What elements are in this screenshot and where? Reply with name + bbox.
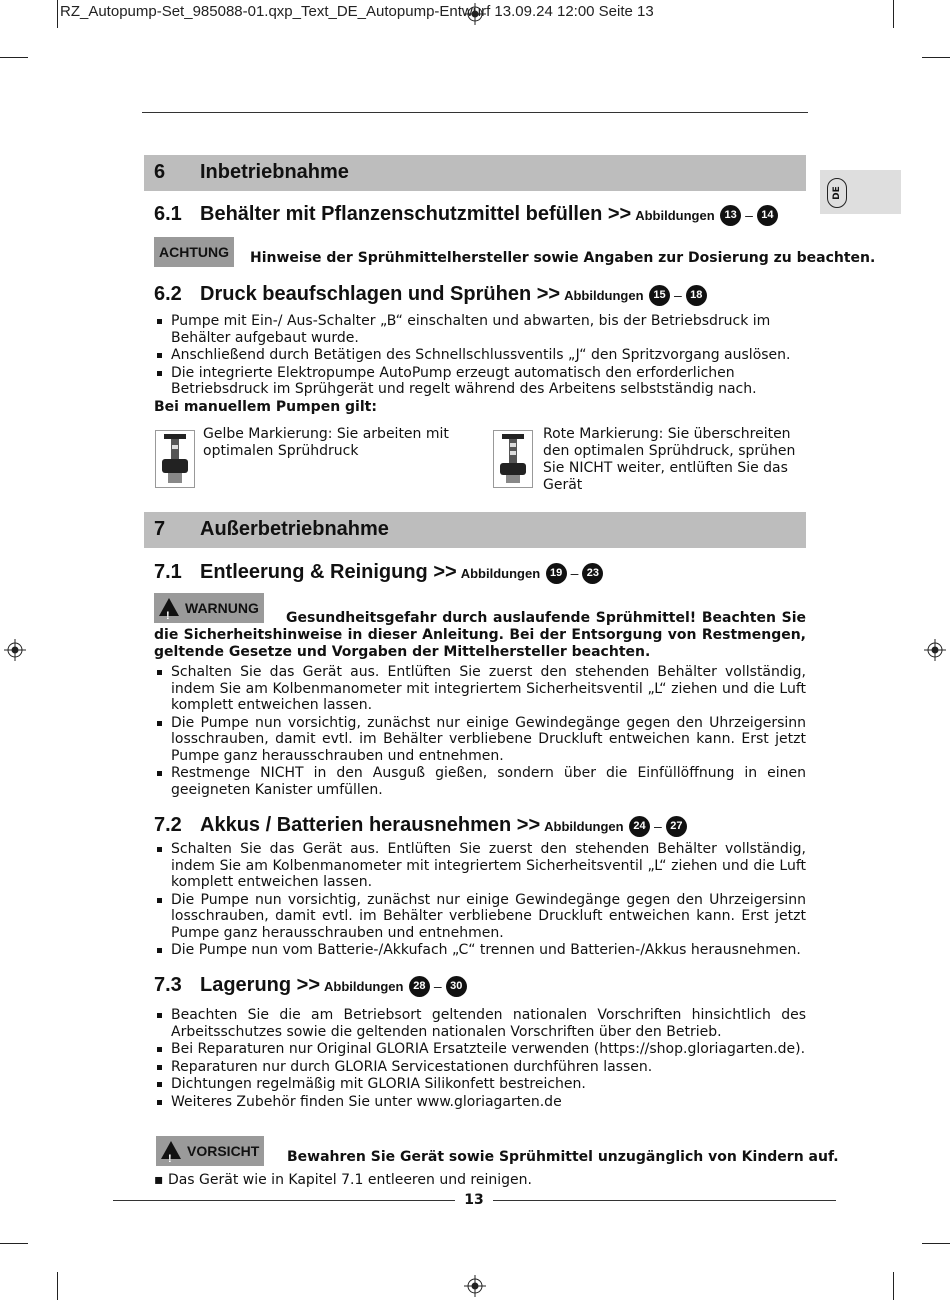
section-header (144, 155, 806, 191)
list-item: Die Pumpe nun vorsichtig, zunächst nur einige Gewindegänge gegen den Uhrzeigersinn losschrauben, damit evtl. im Behälter verbliebene Druckluft entweichen kann. Erst jetzt Pumpe ganz herausschrauben und entnehmen. (154, 892, 806, 942)
crop-mark (0, 1243, 28, 1244)
list-item: Weiteres Zubehör finden Sie unter www.gloriagarten.de (154, 1094, 806, 1111)
gauge-red-icon (493, 430, 533, 488)
language-tab (820, 170, 901, 214)
warnung-text: Gesundheitsgefahr durch auslaufende Sprühmittel! Beachten Sie die Sicherheitshinweise in dieser Anleitung. Bei der Entsorgung von Restmengen, geltende Gesetze und Vorgaben der Mittelhersteller beachten. (154, 610, 806, 660)
vorsicht-badge: ! VORSICHT (156, 1136, 264, 1166)
warning-icon: ! (161, 1141, 181, 1159)
section-number: 6 (154, 161, 166, 183)
achtung-text: Hinweise der Sprühmittelhersteller sowie Angaben zur Dosierung zu beachten. (250, 250, 876, 266)
closing-note: ▪ Das Gerät wie in Kapitel 7.1 entleeren und reinigen. (154, 1172, 532, 1188)
list-item: Bei Reparaturen nur Original GLORIA Ersatzteile verwenden (https://shop.gloriagarten.de). (154, 1041, 806, 1058)
list-item: Dichtungen regelmäßig mit GLORIA Silikonfett bestreichen. (154, 1076, 806, 1093)
figure-ref-badge: 19 (546, 563, 567, 584)
figure-ref-badge: 14 (757, 205, 778, 226)
achtung-badge: ACHTUNG (154, 237, 234, 267)
bullet-list (154, 313, 806, 415)
subsection-heading: 6.1 Behälter mit Pflanzenschutzmittel befüllen >> Abbildungen 13 – 14 (154, 203, 779, 226)
section-title: Inbetriebnahme (200, 161, 349, 183)
page-number: 13 (464, 1192, 484, 1208)
figure-ref-badge: 23 (582, 563, 603, 584)
gauge-yellow-icon (155, 430, 195, 488)
list-item: Anschließend durch Betätigen des Schnellschlussventils „J“ den Spritzvorgang auslösen. (154, 347, 806, 364)
crop-mark (922, 57, 950, 58)
registration-mark-icon (924, 639, 946, 661)
warnung-badge: ! WARNUNG (154, 593, 264, 623)
vorsicht-text: Bewahren Sie Gerät sowie Sprühmittel unzugänglich von Kindern auf. (287, 1149, 839, 1165)
list-item: Restmenge NICHT in den Ausguß gießen, sondern über die Einfüllöffnung in einen geeigneten Kanister umfüllen. (154, 765, 806, 798)
list-item: Schalten Sie das Gerät aus. Entlüften Sie zuerst den stehenden Behälter vollständig, indem Sie am Kolbenmanometer mit integriertem Sicherheitsventil „L“ ziehen und die Luft komplett entweichen lassen. (154, 664, 806, 714)
section-number: 7 (154, 518, 166, 540)
bullet-list (154, 841, 806, 959)
list-item: Schalten Sie das Gerät aus. Entlüften Sie zuerst den stehenden Behälter vollständig, indem Sie am Kolbenmanometer mit integriertem Sicherheitsventil „L“ ziehen und die Luft komplett entweichen lassen. (154, 841, 806, 891)
subsection-heading: 6.2 Druck beaufschlagen und Sprühen >> Abbildungen 15 – 18 (154, 283, 708, 306)
crop-mark (893, 1272, 894, 1300)
warning-icon: ! (159, 598, 179, 616)
figure-ref-badge: 27 (666, 816, 687, 837)
figure-ref-badge: 28 (409, 976, 430, 997)
figure-ref-badge: 18 (686, 285, 707, 306)
footer-rule (113, 1200, 455, 1201)
subsection-heading: 7.3 Lagerung >> Abbildungen 28 – 30 (154, 974, 468, 997)
figure-ref-badge: 15 (649, 285, 670, 306)
figure-ref-badge: 30 (446, 976, 467, 997)
figure-ref-badge: 24 (629, 816, 650, 837)
list-item: Die integrierte Elektropumpe AutoPump erzeugt automatisch den erforderlichen Betriebsdruck im Sprühgerät und regelt während des Arbeitens selbstständig nach. (154, 365, 806, 398)
list-item: Pumpe mit Ein-/ Aus-Schalter „B“ einschalten und abwarten, bis der Betriebsdruck im Behälter aufgebaut wurde. (154, 313, 806, 346)
list-item: Reparaturen nur durch GLORIA Servicestationen durchführen lassen. (154, 1059, 806, 1076)
bullet-list (154, 664, 806, 798)
red-marking-text: Rote Markierung: Sie überschreiten den optimalen Sprühdruck, sprühen Sie NICHT weiter, entlüften Sie das Gerät (543, 426, 796, 493)
subsection-heading: 7.1 Entleerung & Reinigung >> Abbildungen 19 – 23 (154, 561, 604, 584)
crop-mark (57, 1272, 58, 1300)
slug-line: RZ_Autopump-Set_985088-01.qxp_Text_DE_Autopump-Entwurf 13.09.24 12:00 Seite 13 (60, 3, 654, 20)
list-item: Beachten Sie die am Betriebsort geltenden nationalen Vorschriften hinsichtlich des Arbeitsschutzes sowie die geltenden nationalen Vorschriften über den Betrieb. (154, 1007, 806, 1040)
figure-ref-badge: 13 (720, 205, 741, 226)
registration-mark-icon (4, 639, 26, 661)
header-rule (142, 112, 808, 113)
section-title: Außerbetriebnahme (200, 518, 389, 540)
crop-mark (0, 57, 28, 58)
crop-mark (922, 1243, 950, 1244)
list-item: Die Pumpe nun vorsichtig, zunächst nur einige Gewindegänge gegen den Uhrzeigersinn losschrauben, damit evtl. im Behälter verbliebene Druckluft entweichen kann. Erst jetzt Pumpe ganz herausschrauben und entnehmen. (154, 715, 806, 765)
yellow-marking-text: Gelbe Markierung: Sie arbeiten mit optimalen Sprühdruck (203, 426, 449, 459)
language-tab-label: DE (832, 186, 842, 200)
section-header (144, 512, 806, 548)
registration-mark-icon (464, 1275, 486, 1297)
crop-mark (893, 0, 894, 28)
bullet-list (154, 1007, 806, 1110)
crop-mark (57, 0, 58, 28)
list-item: Die Pumpe nun vom Batterie-/Akkufach „C“ trennen und Batterien-/Akkus herausnehmen. (154, 942, 806, 959)
subsection-heading: 7.2 Akkus / Batterien herausnehmen >> Abbildungen 24 – 27 (154, 814, 688, 837)
footer-rule (493, 1200, 836, 1201)
manual-heading: Bei manuellem Pumpen gilt: (154, 398, 377, 415)
